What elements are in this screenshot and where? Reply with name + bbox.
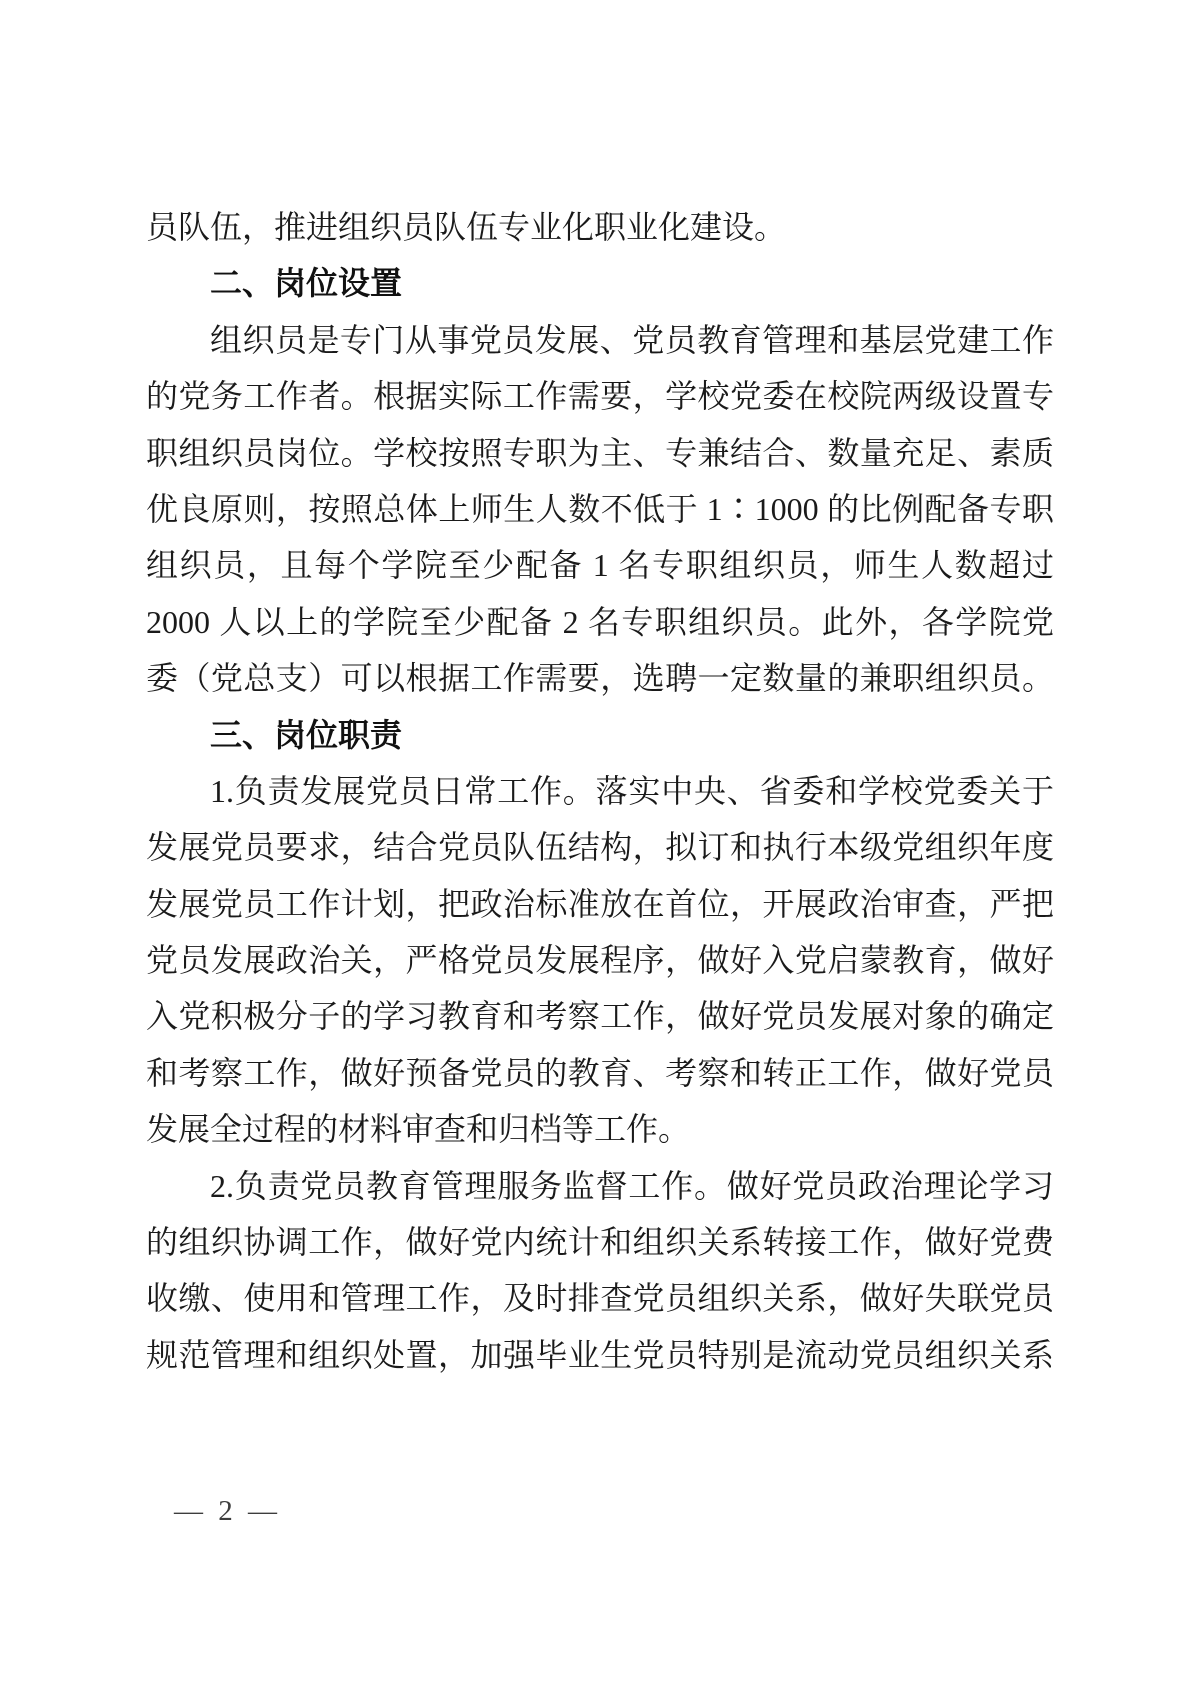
text-line: 职组织员岗位。学校按照专职为主、专兼结合、数量充足、素质 [146, 434, 1054, 471]
text-line: 入党积极分子的学习教育和考察工作，做好党员发展对象的确定 [146, 998, 1054, 1035]
text-line: 发展全过程的材料审查和归档等工作。 [146, 1111, 691, 1148]
heading-line: 二、岗位设置 [210, 265, 403, 302]
text-line: 发展党员要求，结合党员队伍结构，拟订和执行本级党组织年度 [146, 829, 1054, 866]
text-line: 的党务工作者。根据实际工作需要，学校党委在校院两级设置专 [146, 378, 1054, 415]
text-line: 发展党员工作计划，把政治标准放在首位，开展政治审查，严把 [146, 885, 1054, 922]
document-body [146, 199, 1054, 1383]
text-line: 规范管理和组织处置，加强毕业生党员特别是流动党员组织关系 [146, 1336, 1054, 1373]
text-line: 2000 人以上的学院至少配备 2 名专职组织员。此外，各学院党 [146, 603, 1054, 640]
heading-line: 三、岗位职责 [210, 716, 403, 753]
text-line: 员队伍，推进组织员队伍专业化职业化建设。 [146, 209, 787, 245]
text-line: 党员发展政治关，严格党员发展程序，做好入党启蒙教育，做好 [146, 942, 1054, 979]
page-number: — 2 — [174, 1495, 281, 1527]
text-line: 的组织协调工作，做好党内统计和组织关系转接工作，做好党费 [146, 1224, 1054, 1261]
text-line: 委（党总支）可以根据工作需要，选聘一定数量的兼职组织员。 [146, 660, 1054, 697]
text-line: 和考察工作，做好预备党员的教育、考察和转正工作，做好党员 [146, 1054, 1054, 1091]
text-line: 组织员是专门从事党员发展、党员教育管理和基层党建工作 [210, 321, 1054, 358]
text-line: 优良原则，按照总体上师生人数不低于 1∶1000 的比例配备专职 [146, 490, 1054, 527]
text-line: 1.负责发展党员日常工作。落实中央、省委和学校党委关于 [210, 772, 1054, 809]
text-line: 组织员，且每个学院至少配备 1 名专职组织员，师生人数超过 [146, 547, 1054, 584]
text-line: 2.负责党员教育管理服务监督工作。做好党员政治理论学习 [210, 1167, 1054, 1204]
text-line: 收缴、使用和管理工作，及时排查党员组织关系，做好失联党员 [146, 1280, 1054, 1317]
